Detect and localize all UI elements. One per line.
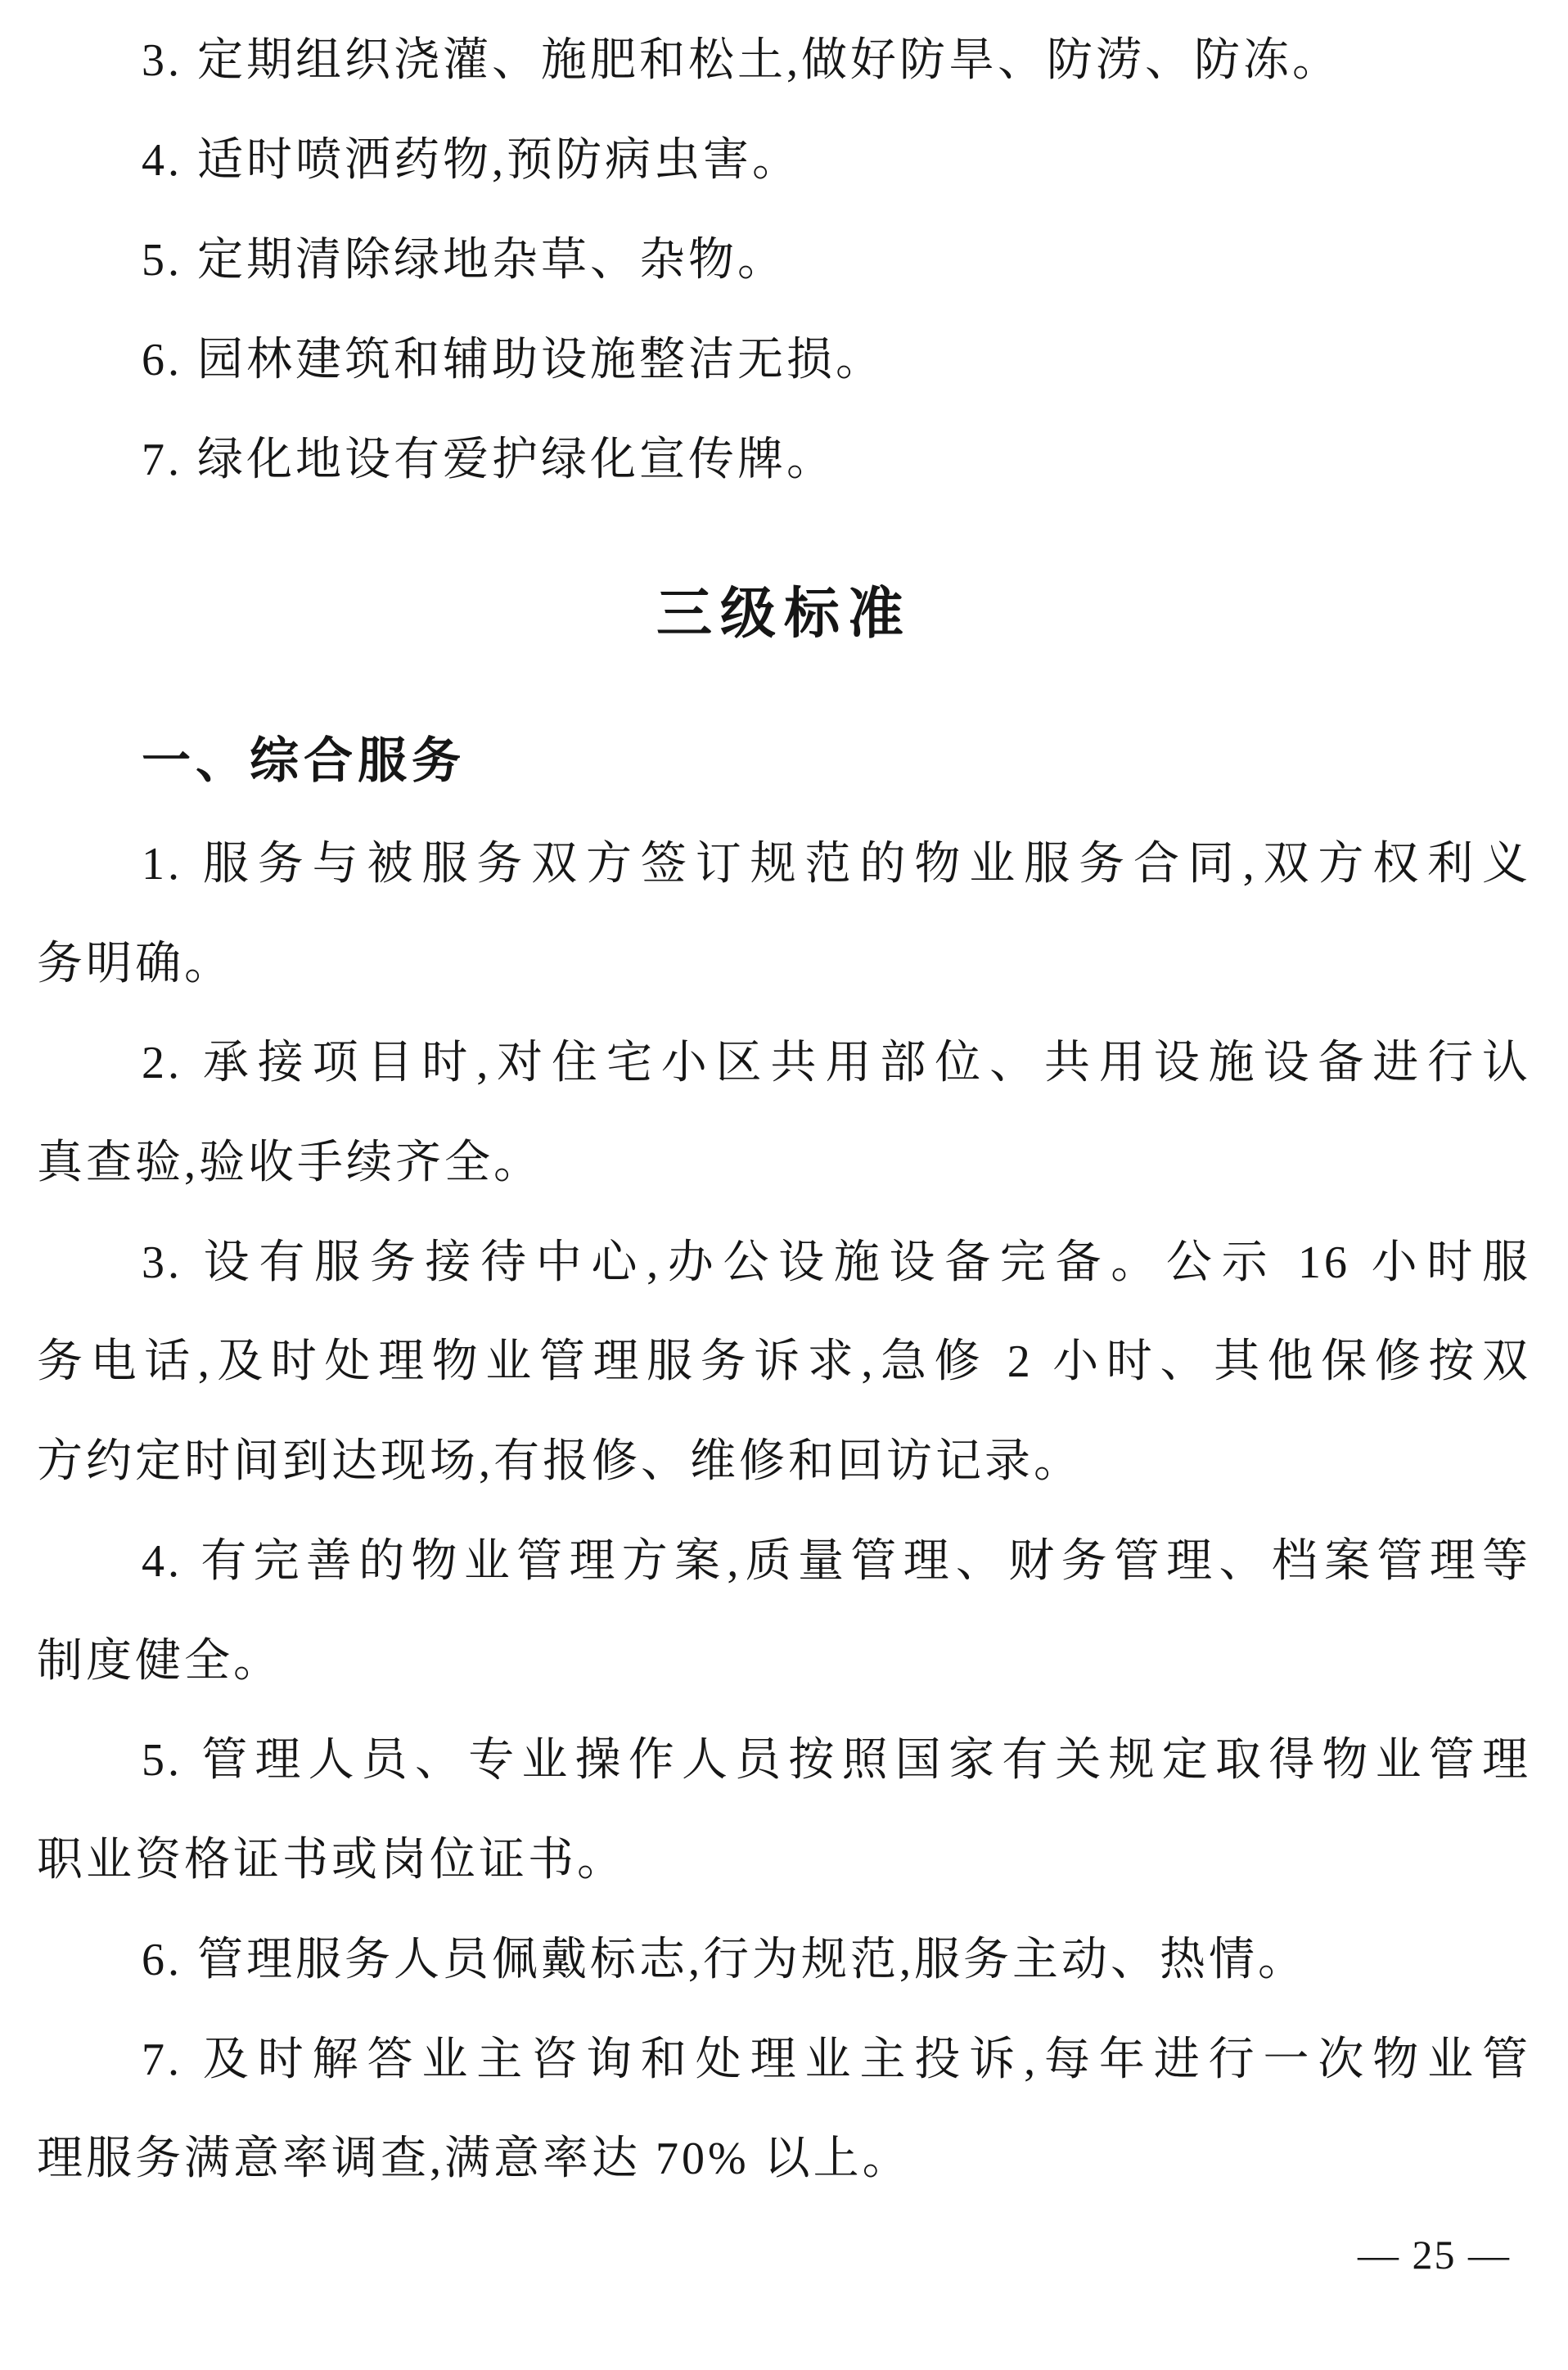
item-2-line-1: 2. 承接项目时,对住宅小区共用部位、共用设施设备进行认 — [142, 1038, 1531, 1088]
page-heading: 三级标准 — [656, 583, 912, 645]
item-4-line-2: 制度健全。 — [37, 1636, 282, 1687]
item-5-line-2: 职业资格证书或岗位证书。 — [37, 1835, 626, 1886]
prev-item-3: 3. 定期组织浇灌、施肥和松土,做好防旱、防涝、防冻。 — [142, 35, 1341, 86]
prev-item-4: 4. 适时喷洒药物,预防病虫害。 — [142, 135, 801, 186]
page-number: — 25 — — [1358, 2232, 1511, 2278]
prev-item-6: 6. 园林建筑和辅助设施整洁无损。 — [142, 335, 885, 385]
item-7-line-2: 理服务满意率调查,满意率达 70% 以上。 — [37, 2133, 912, 2184]
item-5-line-1: 5. 管理人员、专业操作人员按照国家有关规定取得物业管理 — [142, 1735, 1531, 1786]
item-3-line-2: 务电话,及时处理物业管理服务诉求,急修 2 小时、其他保修按双 — [37, 1336, 1531, 1387]
item-1-line-2: 务明确。 — [37, 939, 233, 989]
section-title: 一、综合服务 — [142, 733, 466, 788]
prev-item-7: 7. 绿化地设有爱护绿化宣传牌。 — [142, 435, 836, 485]
item-3-line-1: 3. 设有服务接待中心,办公设施设备完备。公示 16 小时服 — [142, 1237, 1531, 1288]
item-1-line-1: 1. 服务与被服务双方签订规范的物业服务合同,双方权利义 — [142, 839, 1531, 890]
item-4-line-1: 4. 有完善的物业管理方案,质量管理、财务管理、档案管理等 — [142, 1536, 1531, 1587]
item-2-line-2: 真查验,验收手续齐全。 — [37, 1138, 543, 1188]
item-6-line-1: 6. 管理服务人员佩戴标志,行为规范,服务主动、热情。 — [142, 1935, 1307, 1985]
item-7-line-1: 7. 及时解答业主咨询和处理业主投诉,每年进行一次物业管 — [142, 2034, 1531, 2085]
prev-item-5: 5. 定期清除绿地杂草、杂物。 — [142, 235, 786, 286]
item-3-line-3: 方约定时间到达现场,有报修、维修和回访记录。 — [37, 1436, 1083, 1487]
